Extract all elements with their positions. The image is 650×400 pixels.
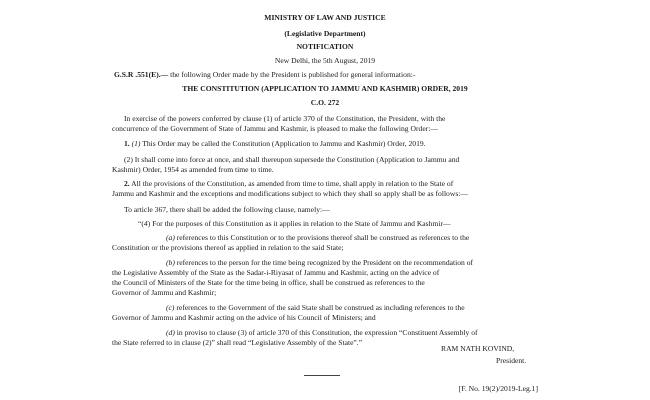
paragraph-1-number: 1. <box>124 139 130 148</box>
clause-c-line-2: Governor of Jammu and Kashmir acting on the advice of his Council of Ministers; and <box>112 313 376 322</box>
clause-b-line-3: the Council of Ministers of the State for the time being in office, shall be construed as references to the <box>112 278 425 287</box>
order-number: C.O. 272 <box>310 98 340 107</box>
place-date: New Delhi, the 5th August, 2019 <box>274 56 376 65</box>
section-2-number: 2. <box>124 179 130 188</box>
paragraph-1 <box>124 139 426 149</box>
article-367-intro: To article 367, there shall be added the following clause, namely:— <box>124 205 330 214</box>
notification-heading: NOTIFICATION <box>296 42 354 51</box>
signatory-title: President. <box>496 356 527 365</box>
clause-4: “(4) For the purposes of this Constitution as it applies in relation to the State of Jammu and Kashmir— <box>138 219 451 228</box>
clause-a-line-1: (a) references to this Constitution or to the provisions thereof shall be construed as references to the <box>166 233 470 242</box>
preamble-line-2: concurrence of the Government of State of Jammu and Kashmir, is pleased to make the following Order:— <box>112 124 438 133</box>
gsr-number: G.S.R .551(E).— <box>114 70 169 79</box>
file-number: [F. No. 19(2)/2019-Leg.1] <box>458 384 538 393</box>
signatory-name: RAM NATH KOVIND, <box>441 344 515 353</box>
clause-b-line-2: the Legislative Assembly of the State as the Sadar-i-Riyasat of Jammu and Kashmir, acting on the advice of <box>112 268 440 277</box>
clause-b-line-4: Governor of Jammu and Kashmir; <box>112 288 217 297</box>
section-2-line-2: Jammu and Kashmir and the exceptions and modifications subject to which they shall so apply shall be as follows:— <box>112 189 468 198</box>
separator-rule <box>304 375 340 376</box>
paragraph-1-text: This Order may be called the Constitution (Application to Jammu and Kashmir) Order, 2019. <box>140 139 426 148</box>
paragraph-2-line-2: Kashmir) Order, 1954 as amended from time to time. <box>112 165 274 174</box>
gsr-line <box>114 70 415 80</box>
clause-a-line-2: Constitution or the provisions thereof as applied in relation to the said State; <box>112 243 344 252</box>
order-title: THE CONSTITUTION (APPLICATION TO JAMMU AND KASHMIR) ORDER, 2019 <box>182 84 468 93</box>
clause-d-label: (d) <box>166 328 175 337</box>
preamble-line-1: In exercise of the powers conferred by clause (1) of article 370 of the Constitution, the President, with the <box>124 114 446 123</box>
clause-b-line-1: (b) references to the person for the time being recognized by the President on the recommendation of <box>166 258 474 267</box>
department-heading: (Legislative Department) <box>284 29 366 38</box>
section-2-line-1: 2. All the provisions of the Constitution, as amended from time to time, shall apply in relation to the State of <box>124 179 454 188</box>
clause-a-label: (a) <box>166 233 175 242</box>
clause-d-line-1: (d) in proviso to clause (3) of article 370 of this Constitution, the expression “Constituent Assembly of <box>166 328 478 337</box>
clause-c-label: (c) <box>166 303 175 312</box>
paragraph-2-line-1: (2) It shall come into force at once, and shall thereupon supersede the Constitution (Application to Jammu and <box>124 155 460 164</box>
ministry-heading: MINISTRY OF LAW AND JUSTICE <box>264 13 386 22</box>
clause-d-line-2: the State referred to in clause (2)” shall read “Legislative Assembly of the State”.” <box>112 338 363 347</box>
gsr-text: the following Order made by the President is published for general information:- <box>168 70 416 79</box>
clause-b-label: (b) <box>166 258 175 267</box>
clause-c-line-1: (c) references to the Government of the said State shall be construed as including references to the <box>166 303 465 312</box>
paragraph-1-sub: (1) <box>131 139 141 148</box>
